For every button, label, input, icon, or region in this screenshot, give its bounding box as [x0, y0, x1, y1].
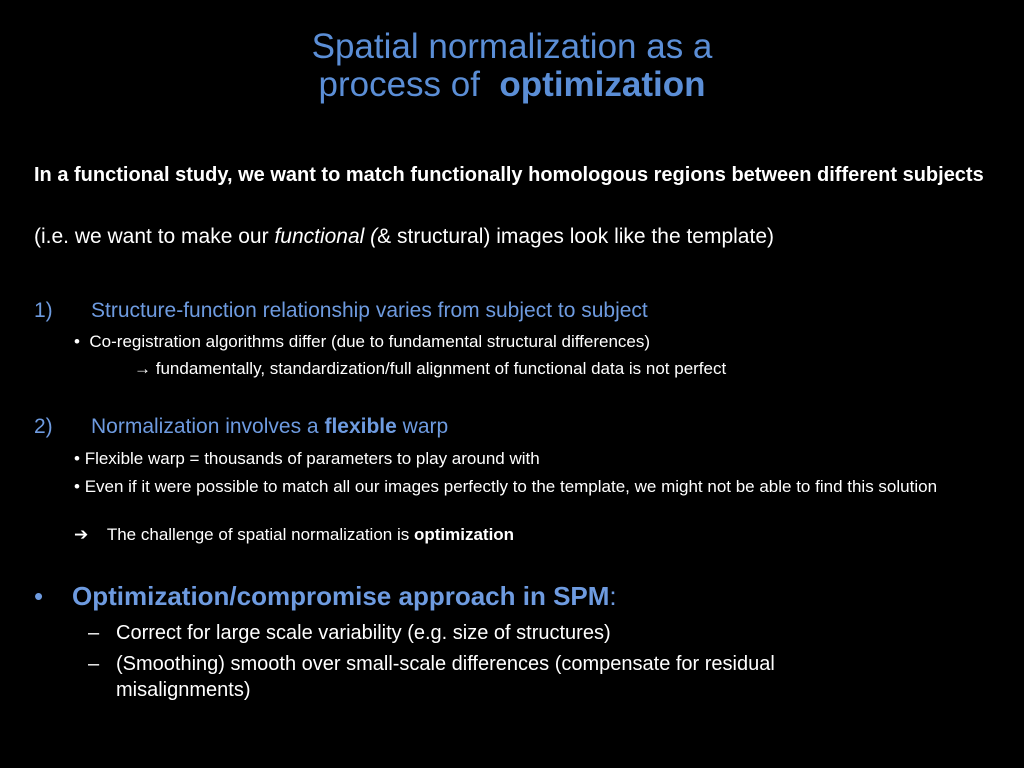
point-2-bullet-2-text: Even if it were possible to match all our images perfectly to the template, we might not be able to find this solution: [84, 477, 938, 496]
intro-explanation: [34, 224, 1009, 250]
intro-statement: In a functional study, we want to match functionally homologous regions between different subjects: [34, 164, 984, 186]
point-3-item-2-text: (Smoothing) smooth over small-scale differences (compensate for residual misalignments): [116, 653, 775, 701]
point-1-conclusion: [134, 358, 726, 379]
arrow-right-icon: →: [134, 359, 151, 378]
dash-icon: –: [88, 622, 100, 644]
point-1-number: 1): [34, 299, 53, 322]
point-2-bullet-2: [74, 476, 1009, 497]
title-line-2: [0, 66, 1024, 104]
point-1-bullet-text: Co-registration algorithms differ (due to fundamental structural differences): [89, 332, 651, 351]
point-1-heading: [34, 298, 648, 324]
point-2-heading: [34, 414, 448, 440]
point-1-bullet: [74, 331, 650, 352]
bullet-icon: •: [74, 332, 80, 351]
point-1-heading-text: Structure-function relationship varies from subject to subject: [91, 299, 648, 322]
point-2-heading-prefix: Normalization involves a: [91, 415, 319, 438]
point-2-conclusion-bold: optimization: [413, 525, 515, 544]
point-2-bullet-1: [74, 448, 540, 469]
list-item: [88, 651, 908, 703]
point-2-conclusion: [74, 524, 514, 545]
arrow-right-icon: ➔: [74, 525, 89, 544]
point-3-heading-text: Optimization/compromise approach in SPM: [72, 581, 610, 611]
slide-title: [0, 28, 1024, 104]
point-3-heading-colon: :: [609, 581, 617, 611]
title-line-2-prefix: process of: [318, 65, 480, 104]
point-3-item-1-text: Correct for large scale variability (e.g. size of structures): [116, 622, 611, 644]
point-2-number: 2): [34, 415, 53, 438]
point-3-heading: [34, 580, 617, 612]
point-2-heading-suffix: warp: [402, 415, 449, 438]
list-item: [88, 620, 968, 646]
intro-explanation-italic: functional (: [274, 225, 378, 248]
intro-explanation-prefix: (i.e. we want to make our: [34, 225, 275, 248]
bullet-icon: •: [74, 477, 80, 496]
dash-icon: –: [88, 653, 100, 675]
point-2-conclusion-text: The challenge of spatial normalization is: [106, 525, 410, 544]
title-line-1: Spatial normalization as a: [311, 27, 713, 66]
title-emphasis: optimization: [499, 65, 706, 104]
point-2-heading-bold: flexible: [324, 415, 397, 438]
bullet-icon: •: [34, 581, 44, 611]
point-2-bullet-1-text: Flexible warp = thousands of parameters to play around with: [84, 449, 540, 468]
point-1-conclusion-text: fundamentally, standardization/full alignment of functional data is not perfect: [155, 359, 727, 378]
bullet-icon: •: [74, 449, 80, 468]
intro-explanation-suffix: & structural) images look like the template): [377, 225, 774, 248]
